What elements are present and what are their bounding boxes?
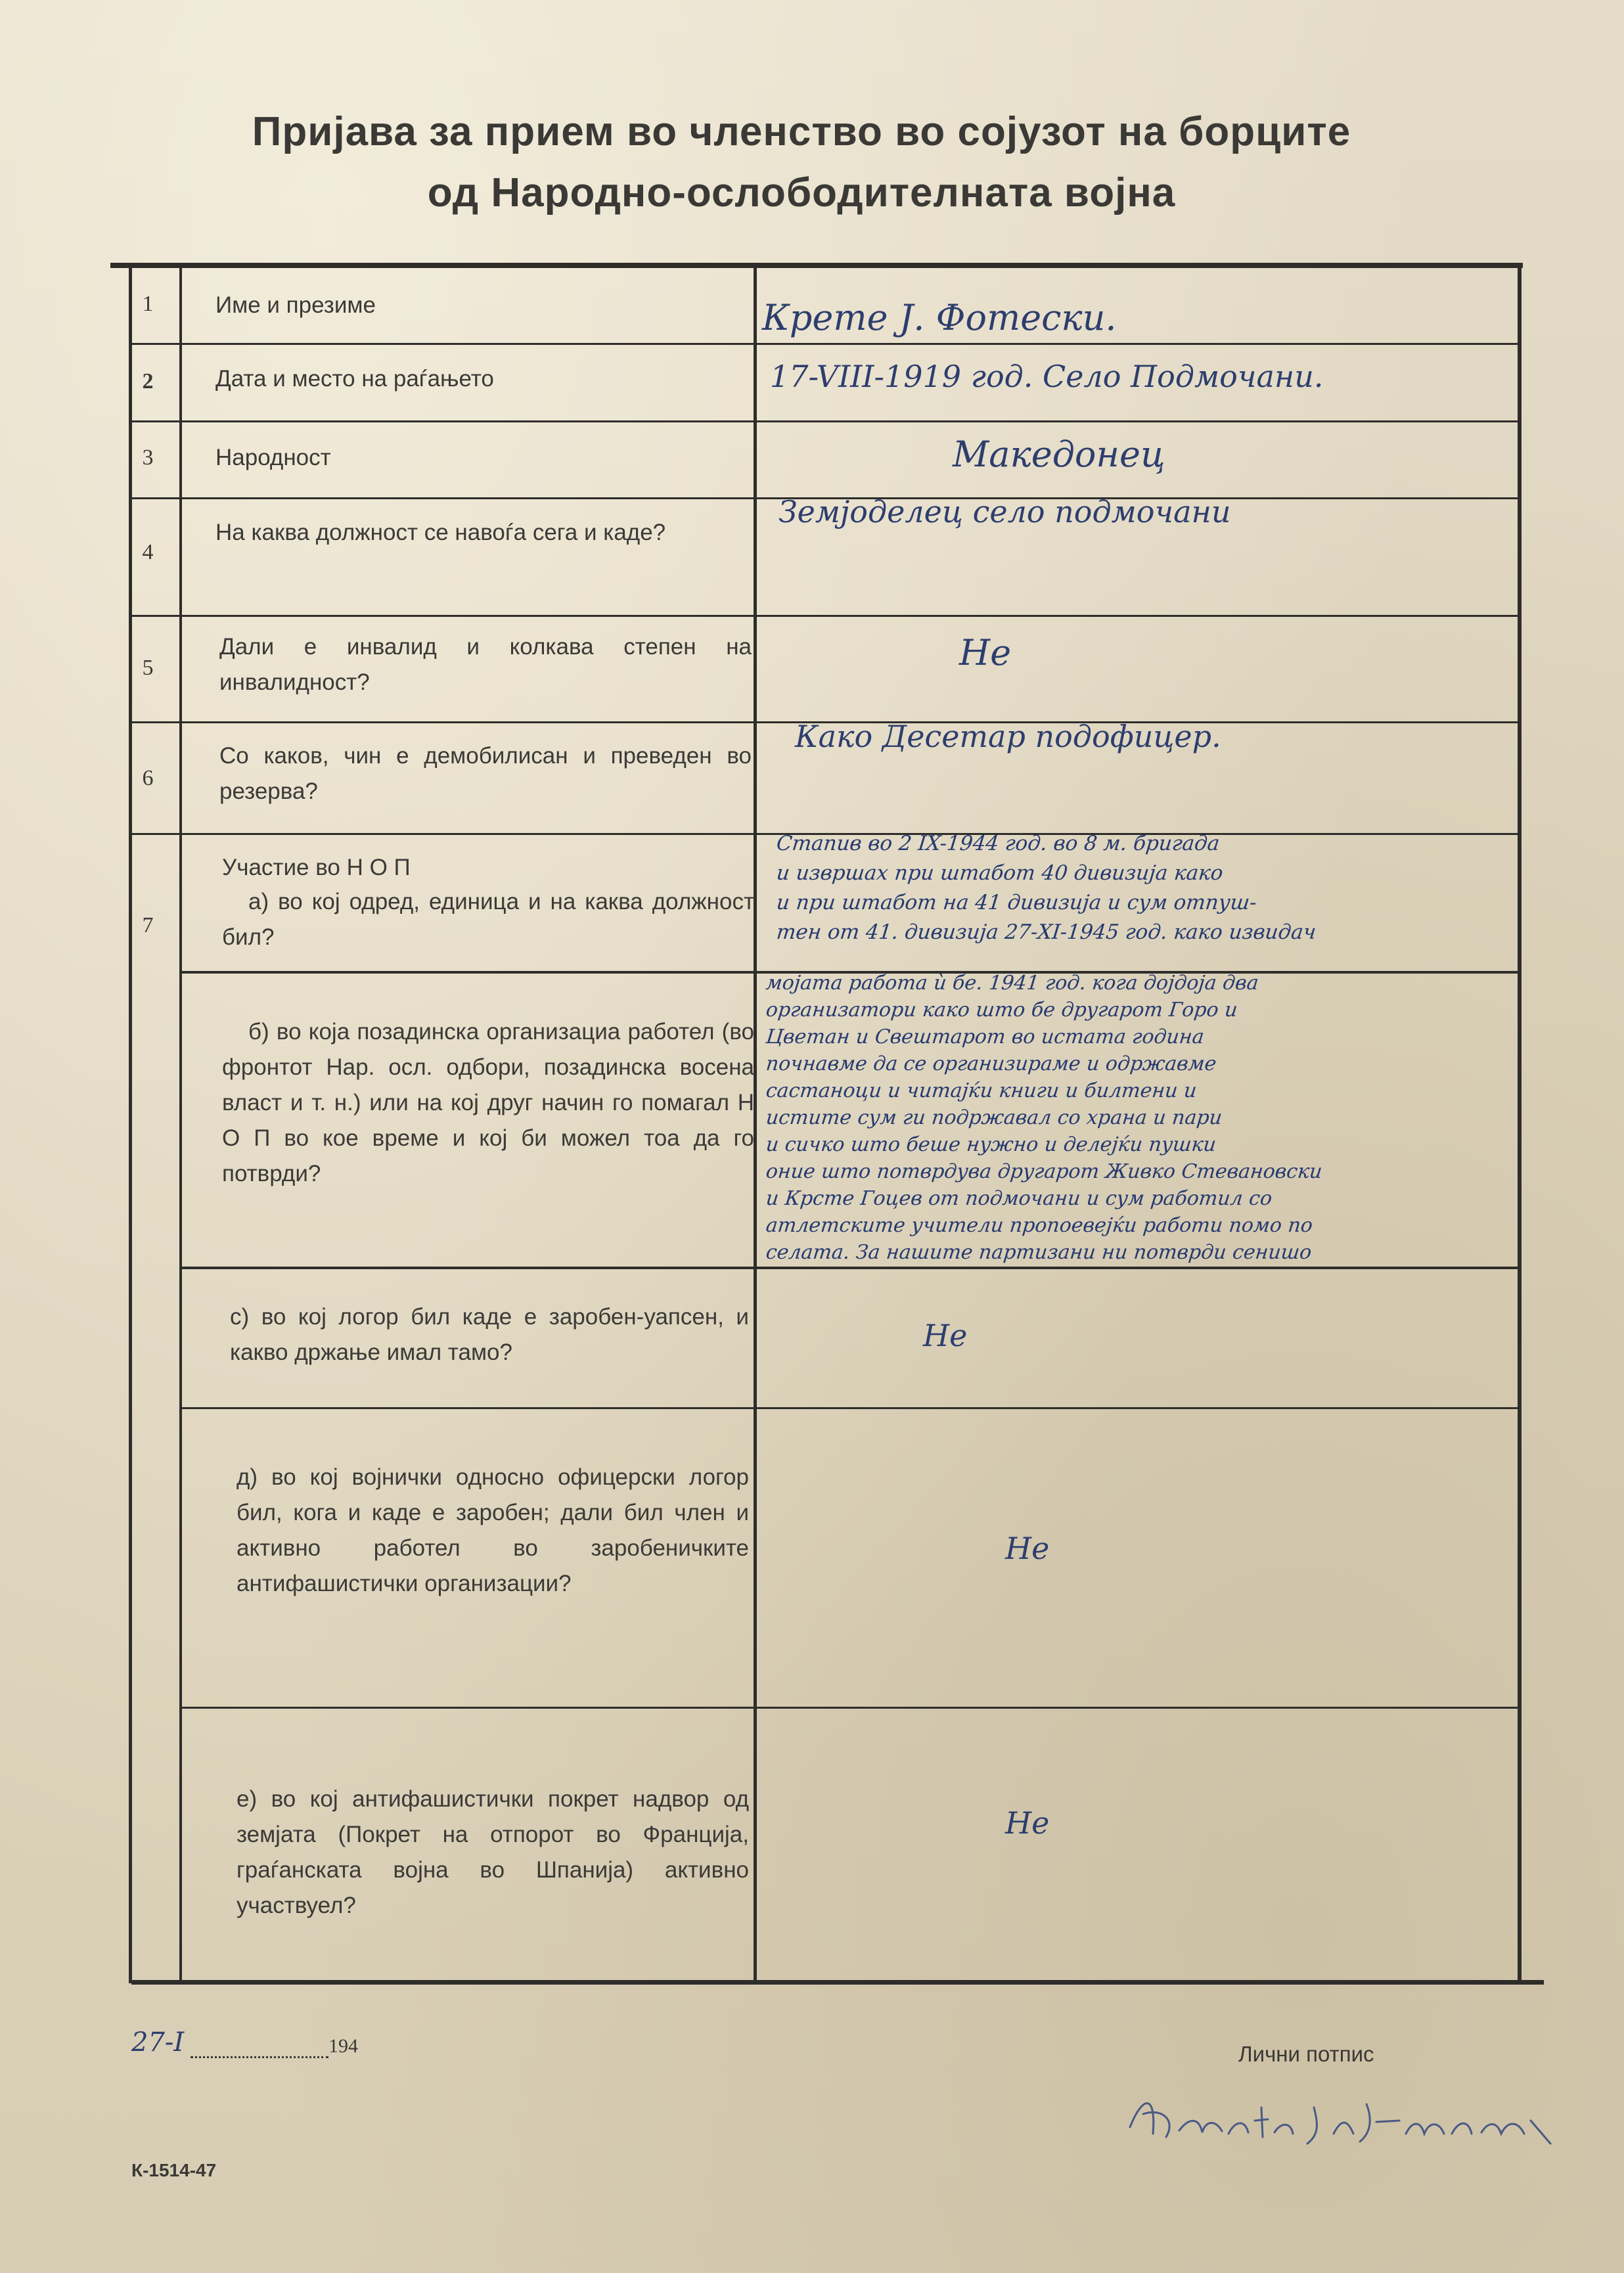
answer-7b [766, 970, 1322, 1266]
row-number-1: 1 [142, 292, 154, 316]
answer-invalid: Не [959, 632, 1012, 673]
answer-7b-line: и сичко што беше нужно и делејќи пушки [765, 1133, 1217, 1156]
answer-occupation: Земјоделец село подмочани [778, 494, 1231, 529]
question-nationality: Народност [215, 445, 331, 470]
answer-7b-line: Цветан и Свештарот во истата година [765, 1025, 1206, 1048]
answer-7b-line: састаноци и читајќи книги и билтени и [765, 1079, 1198, 1102]
row-number-5: 5 [142, 656, 154, 680]
answer-7a-line: и извршах при штабот 40 дивизија како [775, 861, 1225, 885]
answer-7b-line: организатори како што бе другарот Горо и [765, 999, 1239, 1022]
question-invalid: Дали е инвалид и колкава степен на инвалидност? [219, 634, 752, 695]
submission-year: 194 [328, 2035, 358, 2057]
table-num-divider [179, 265, 182, 1983]
answer-7b-line: истите сум ги подржавал со храна и пари [765, 1106, 1223, 1129]
answer-7b-line: почнавме да се организираме и одржавме [765, 1052, 1218, 1075]
signature-label: Лични потпис [1238, 2042, 1374, 2066]
answer-7b-line: и Крсте Гоцев от подмочани и сум работил со [765, 1187, 1274, 1210]
question-nop-heading: Участие во Н О П [222, 855, 411, 880]
question-7a: а) во кој одред, единица и на каква должност бил? [222, 889, 754, 950]
row-divider-2 [131, 420, 1519, 422]
answer-7a [777, 829, 1316, 947]
answer-7b-line: атлетските учители пропоевејќи работи помо по [765, 1214, 1314, 1237]
question-7e: е) во кој антифашистички покрет надвор од земјата (Покрет на отпорот во Франција, граѓанската војна во Шпанија) активно участвуел? [237, 1786, 749, 1918]
question-occupation: На каква должност се навоѓа сега и каде? [215, 520, 666, 545]
answer-7a-line: тен от 41. дивизија 27-XI-1945 год. како извидач [775, 920, 1317, 944]
table-top-border [110, 263, 1523, 268]
answer-name: Крете Ј. Фотески. [762, 297, 1117, 338]
question-birth: Дата и место на раѓањето [215, 366, 494, 392]
answer-demobilized: Како Десетар подофицер. [795, 719, 1221, 754]
answer-7e: Не [1005, 1805, 1050, 1841]
answer-birth: 17-VIII-1919 год. Село Подмочани. [770, 359, 1324, 394]
answer-7a-line: и при штабот на 41 дивизија и сум отпуш- [775, 891, 1258, 914]
question-7c: с) во кој логор бил каде е заробен-уапсен, и какво држање имал тамо? [230, 1304, 749, 1365]
date-dotted-line [191, 2056, 328, 2058]
question-demobilized: Со каков, чин е демобилисан и преведен во резерва? [219, 743, 752, 804]
handwritten-signature [1117, 2081, 1564, 2153]
row-divider-7b [182, 1267, 1519, 1269]
answer-7b-line: селата. За нашите партизани ни потврди сенишо [765, 1241, 1313, 1264]
submission-date: 27-I [131, 2027, 185, 2058]
document-code: К-1514-47 [131, 2160, 217, 2180]
table-left-border [129, 265, 132, 1983]
row-number-6: 6 [142, 766, 154, 790]
question-7d: д) во кој војнички односно офицерски логор бил, кога и каде е заробен; дали бил член и активно работел во заробеничките антифашистички организации? [237, 1464, 749, 1596]
table-bottom-border [131, 1980, 1544, 1985]
row-divider-4 [131, 615, 1519, 617]
answer-7b-line: оние што потврдува другарот Живко Стевановски [765, 1160, 1324, 1183]
row-divider-1 [131, 343, 1519, 345]
question-7b: б) во која позадинска организациа работел (во фронтот Нар. осл. одбори, позадинска восена власт и т. н.) или на кој друг начин го помагал Н О П во кое време и кој би можел тоа да го потврди? [222, 1019, 754, 1186]
row-divider-7d [182, 1707, 1519, 1709]
table-right-border [1518, 265, 1522, 1983]
row-divider-7c [182, 1407, 1519, 1409]
form-title-line-1: Пријава за прием во членство во сојузот на борците [252, 109, 1351, 154]
answer-nationality: Македонец [953, 434, 1165, 475]
row-number-7: 7 [142, 913, 154, 937]
form-title-line-2: од Народно-ослободителната војна [427, 170, 1176, 215]
row-number-2: 2 [142, 369, 154, 394]
answer-7c: Не [923, 1318, 968, 1353]
row-number-3: 3 [142, 445, 154, 470]
answer-7d: Не [1005, 1531, 1050, 1566]
answer-7b-line: мојата работа ѝ бе. 1941 год. кога дојдоја два [765, 972, 1260, 995]
question-name: Име и презиме [215, 292, 376, 318]
answer-7a-line: Стапив во 2 IX-1944 год. во 8 м. бригада [775, 832, 1221, 855]
row-number-4: 4 [142, 540, 154, 564]
